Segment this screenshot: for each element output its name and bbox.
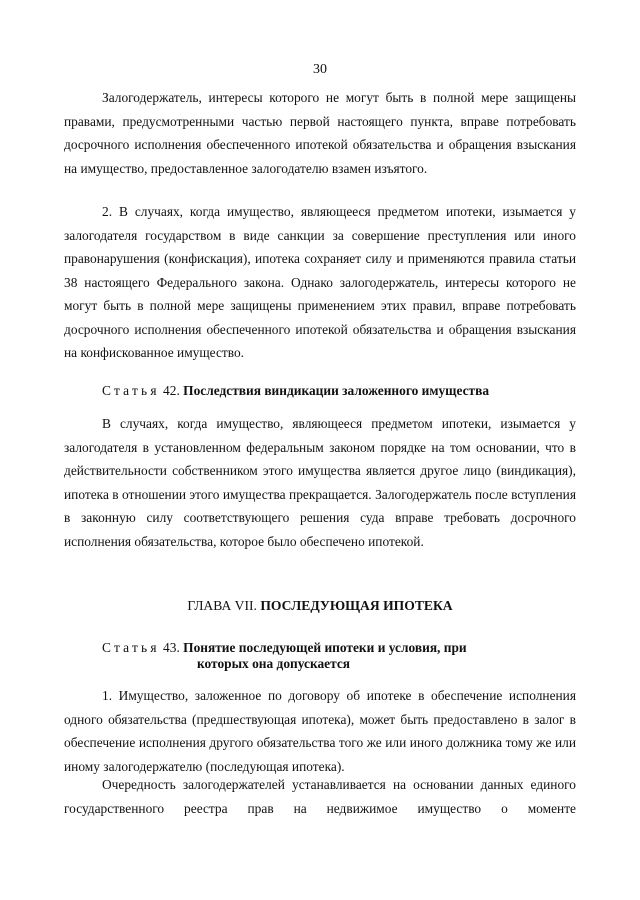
paragraph-1 — [64, 86, 576, 180]
paragraph-5 — [64, 773, 576, 820]
article-title: Понятие последующей ипотеки и условия, при — [183, 640, 467, 655]
paragraph-text: Залогодержатель, интересы которого не могут быть в полной мере защищены правами, предусмотренными частью первой настоящего пункта, вправе потребовать досрочного исполнения обеспеченного ипотекой обязательства и обращения взыскания на имущество, предоставленное залогодателю взамен изъятого. — [64, 90, 576, 176]
article-label: Статья — [102, 383, 160, 398]
page-number: 30 — [313, 62, 327, 77]
article-number: 42. — [163, 383, 180, 398]
article-43-heading — [102, 640, 467, 656]
article-label: Статья — [102, 640, 160, 655]
paragraph-text: В случаях, когда имущество, являющееся предметом ипотеки, изымается у залогодателя в установленном федеральным законом порядке на том основании, что в действительности собственником этого имущества является другое лицо (виндикация), ипотека в отношении этого имущества прекращается. Залогодержатель после вступления в законную силу соответствующего решения суда вправе требовать досрочного исполнения обязательства, которое было обеспечено ипотекой. — [64, 416, 576, 549]
article-43-heading-line2: которых она допускается — [197, 656, 351, 671]
article-42-heading — [102, 383, 489, 399]
chapter-label: ГЛАВА VII. — [187, 598, 257, 613]
paragraph-2 — [64, 200, 576, 365]
paragraph-text: 2. В случаях, когда имущество, являющееся предметом ипотеки, изымается у залогодателя государством в виде санкции за совершение преступления или иного правонарушения (конфискация), ипотека сохраняет силу и применяются правила статьи 38 настоящего Федерального закона. Однако залогодержатель, интересы которого не могут быть в полной мере защищены применением этих правил, вправе потребовать досрочного исполнения обеспеченного ипотекой обязательства и обращения взыскания на конфискованное имущество. — [64, 204, 576, 360]
article-title: Последствия виндикации заложенного имущества — [183, 383, 490, 398]
paragraph-text: 1. Имущество, заложенное по договору об ипотеке в обеспечение исполнения одного обязательства (предшествующая ипотека), может быть предоставлено в залог в обеспечение исполнения другого обязательства того же или иного должника тому же или иному залогодержателю (последующая ипотека). — [64, 688, 576, 774]
paragraph-text: Очередность залогодержателей устанавливается на основании данных единого государственного реестра прав на недвижимое имущество о моменте — [64, 777, 576, 816]
paragraph-4 — [64, 684, 576, 778]
article-number: 43. — [163, 640, 180, 655]
chapter-title: ПОСЛЕДУЮЩАЯ ИПОТЕКА — [260, 598, 453, 613]
chapter-heading — [0, 597, 640, 615]
paragraph-3 — [64, 412, 576, 553]
